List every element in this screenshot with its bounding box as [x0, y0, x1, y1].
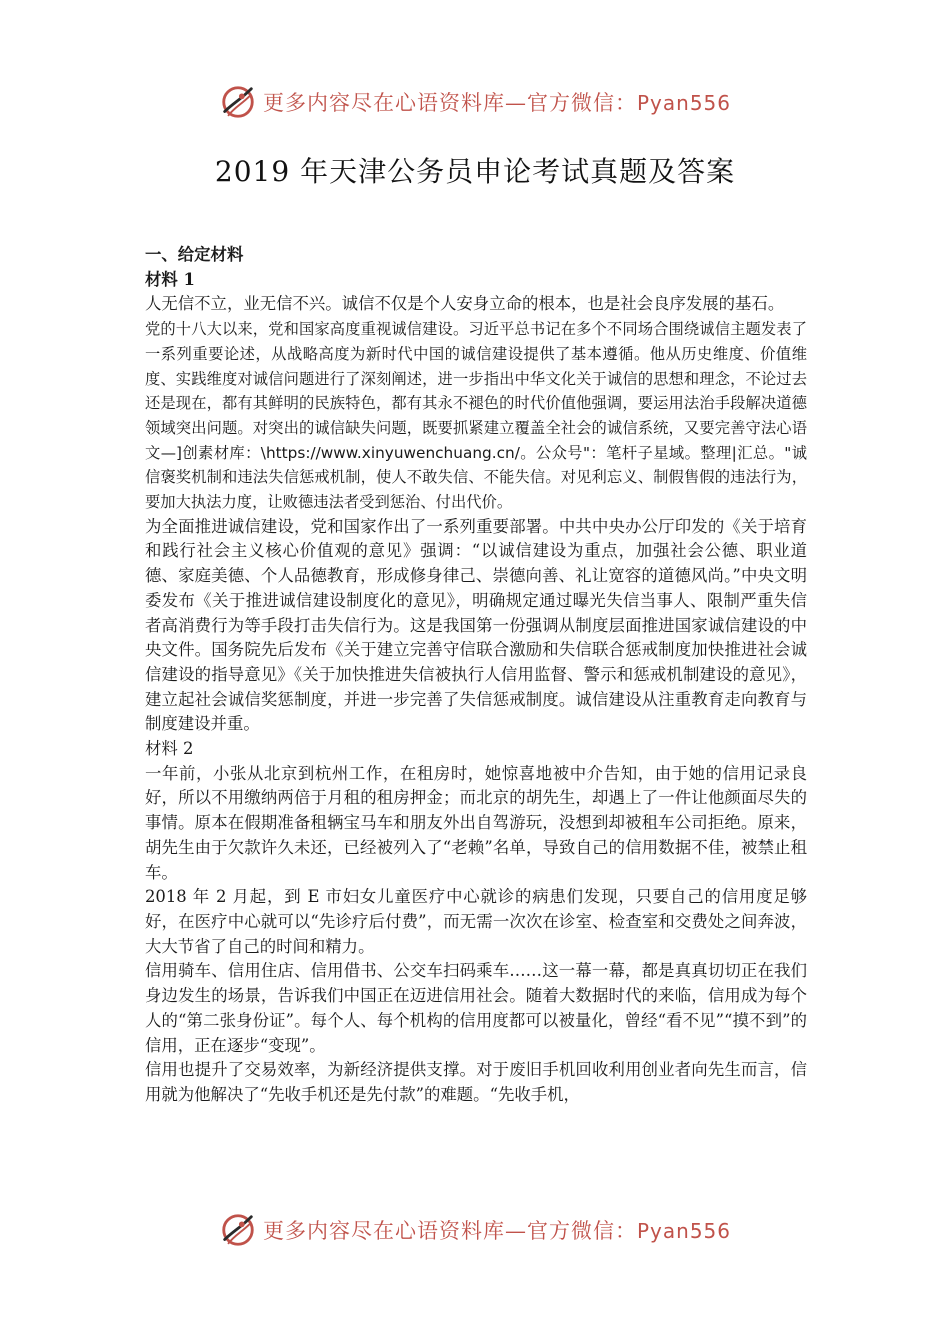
- material-1-paragraph-2: 党的十八大以来，党和国家高度重视诚信建设。习近平总书记在多个不同场合围绕诚信主题发表了一系列重要论述，从战略高度为新时代中国的诚信建设提供了基本遵循。他从历史维度、价值维度、实践维度对诚信问题进行了深刻阐述，进一步指出中华文化关于诚信的思想和理念，不论过去还是现在，都有其鲜明的民族特色，都有其永不褪色的时代价值他强调，要运用法治手段解决道德领域突出问题。对突出的诚信缺失问题，既要抓紧建立覆盖全社会的诚信系统，又要完善守法心语文—]创素材库：\https://www.xinyuwenchuang.cn/。公众号"：笔杆子星域。整理|汇总。"诚信褒奖机制和违法失信惩戒机制，使人不敢失信、不能失信。对见利忘义、制假售假的违法行为，要加大执法力度，让败德违法者受到惩治、付出代价。: [145, 320, 807, 512]
- material-1-heading: 材料 1: [145, 269, 195, 289]
- logo-icon: [219, 1211, 257, 1249]
- header-banner: [0, 80, 950, 124]
- material-2-paragraph-4: 信用也提升了交易效率，为新经济提供支撑。对于废旧手机回收利用创业者向先生而言，信用就为他解决了“先收手机还是先付款”的难题。“先收手机，: [145, 1060, 807, 1104]
- logo-icon: [219, 83, 257, 121]
- banner-text: [263, 87, 731, 117]
- banner-wechat-id: Pyan556: [636, 91, 731, 115]
- banner-text: [263, 1215, 731, 1245]
- material-2-paragraph-2: 2018 年 2 月起，到 E 市妇女儿童医疗中心就诊的病患们发现，只要自己的信用度足够好，在医疗中心就可以“先诊疗后付费”，而无需一次次在诊室、检查室和交费处之间奔波，大大节省了自己的时间和精力。: [145, 887, 807, 956]
- document-body: [145, 243, 807, 1108]
- section-heading: 一、给定材料: [145, 245, 244, 264]
- material-2-paragraph-3: 信用骑车、信用住店、信用借书、公交车扫码乘车……这一幕一幕，都是真真切切正在我们身边发生的场景，告诉我们中国正在迈进信用社会。随着大数据时代的来临，信用成为每个人的“第二张身份证”。每个人、每个机构的信用度都可以被量化，曾经“看不见”“摸不到”的信用，正在逐步“变现”。: [145, 961, 807, 1055]
- material-2-paragraph-1: 一年前，小张从北京到杭州工作，在租房时，她惊喜地被中介告知，由于她的信用记录良好，所以不用缴纳两倍于月租的租房押金；而北京的胡先生，却遇上了一件让他颜面尽失的事情。原本在假期准备租辆宝马车和朋友外出自驾游玩，没想到却被租车公司拒绝。原来，胡先生由于欠款许久未还，已经被列入了“老赖”名单，导致自己的信用数据不佳，被禁止租车。: [145, 763, 807, 882]
- banner-wechat-id: Pyan556: [636, 1219, 731, 1243]
- material-1-paragraph-1: 人无信不立，业无信不兴。诚信不仅是个人安身立命的根本，也是社会良序发展的基石。: [145, 294, 785, 314]
- footer-banner: [0, 1208, 950, 1252]
- banner-main-text: 更多内容尽在心语资料库—官方微信：: [262, 1219, 637, 1243]
- material-2-heading: 材料 2: [145, 739, 194, 759]
- page-title: 2019 年天津公务员申论考试真题及答案: [214, 155, 736, 188]
- banner-main-text: 更多内容尽在心语资料库—官方微信：: [262, 91, 637, 115]
- material-1-paragraph-3: 为全面推进诚信建设，党和国家作出了一系列重要部署。中共中央办公厅印发的《关于培育和践行社会主义核心价值观的意见》强调：“以诚信建设为重点，加强社会公德、职业道德、家庭美德、个人品德教育，形成修身律己、崇德向善、礼让宽容的道德风尚。”中央文明委发布《关于推进诚信建设制度化的意见》，明确规定通过曝光失信当事人、限制严重失信者高消费行为等手段打击失信行为。这是我国第一份强调从制度层面推进国家诚信建设的中央文件。国务院先后发布《关于建立完善守信联合激励和失信联合惩戒制度加快推进社会诚信建设的指导意见》《关于加快推进失信被执行人信用监督、警示和惩戒机制建设的意见》，建立起社会诚信奖惩制度，并进一步完善了失信惩戒制度。诚信建设从注重教育走向教育与制度建设并重。: [145, 516, 807, 734]
